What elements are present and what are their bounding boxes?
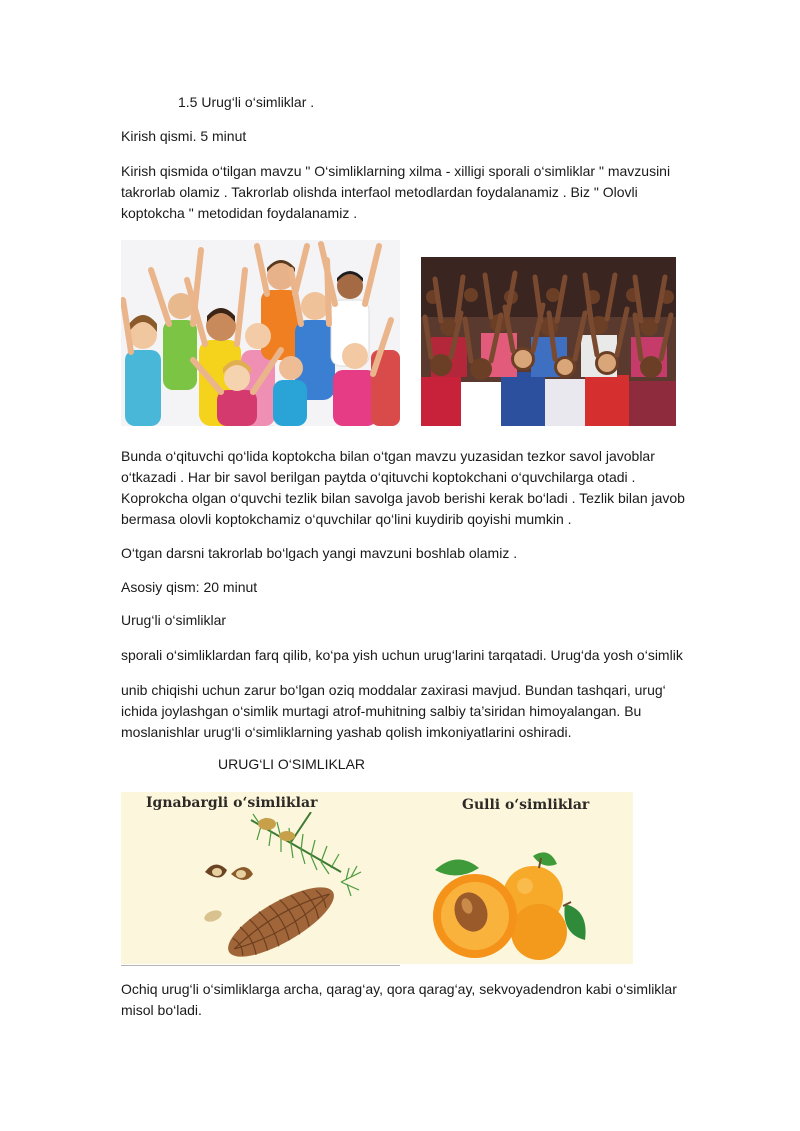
closing-paragraph — [121, 979, 681, 1021]
intro-paragraph — [121, 161, 681, 224]
game-line: Koprokcha olgan o‘quvchi tezlik bilan savolga javob berishi kerak bo‘ladi . Tezlik bilan javob — [121, 490, 685, 506]
game-line: bermasa olovli koptokchamiz o‘quvchilar qo‘lini kuydirib qoyishi mumkin . — [121, 511, 572, 527]
intro-line: Kirish qismida o‘tilgan mavzu " O‘simliklarning xilma - xilligi sporali o‘simliklar " mavzusini — [121, 163, 671, 179]
game-paragraph — [121, 446, 685, 530]
transition-text: O‘tgan darsni takrorlab bo‘lgach yangi mavzuni boshlab olamiz . — [121, 545, 518, 561]
topic-title: Urug‘li o‘simliklar — [121, 612, 227, 628]
divider-line — [121, 965, 400, 966]
flowering-label: Gulli o‘simliklar — [462, 797, 590, 813]
section-heading: 1.5 Urug‘li o‘simliklar . — [178, 94, 315, 110]
closing-line: misol bo‘ladi. — [121, 1002, 202, 1018]
children-photo-left — [121, 240, 400, 426]
game-line: Bunda o‘qituvchi qo‘lida koptokcha bilan o‘tgan mavzu yuzasidan tezkor savol javoblar — [121, 448, 655, 464]
conifer-label: Ignabargli o‘simliklar — [146, 795, 318, 811]
intro-line: takrorlab olamiz . Takrorlab olishda interfaol metodlardan foydalanamiz . Biz " Olovli — [121, 184, 638, 200]
children-photo-right — [421, 257, 676, 426]
closing-line: Ochiq urug‘li o‘simliklarga archa, qarag‘ay, qora qarag‘ay, sekvoyadendron kabi o‘simliklar — [121, 981, 677, 997]
topic-paragraph — [121, 680, 681, 743]
topic-first-line: sporali o‘simliklardan farq qilib, ko‘pa yish uchun urug‘larini tarqatadi. Urug‘da yosh o‘simlik — [121, 647, 683, 663]
topic-line: unib chiqishi uchun zarur bo‘lgan oziq moddalar zaxirasi mavjud. Bundan tashqari, urug‘ — [121, 682, 666, 698]
seed-plants-banner — [121, 792, 633, 964]
intro-time: Kirish qismi. 5 minut — [121, 128, 247, 144]
intro-line: koptokcha " metodidan foydalanamiz . — [121, 205, 358, 221]
pine-cone-illustration — [191, 812, 371, 962]
topic-line: moslanishlar urug‘li o‘simliklarning yashab qolish imkoniyatlarini oshiradi. — [121, 724, 572, 740]
apricot-illustration — [429, 850, 599, 962]
topic-line: ichida joylashgan o‘simlik murtagi atrof-muhitning salbiy ta’siridan himoyalangan. Bu — [121, 703, 642, 719]
game-line: o‘tkazadi . Har bir savol berilgan paytda o‘qituvchi koptokchani o‘quvchilarga otadi . — [121, 469, 636, 485]
main-time: Asosiy qism: 20 minut — [121, 579, 258, 595]
figure-caption: URUG‘LI O‘SIMLIKLAR — [218, 756, 366, 772]
